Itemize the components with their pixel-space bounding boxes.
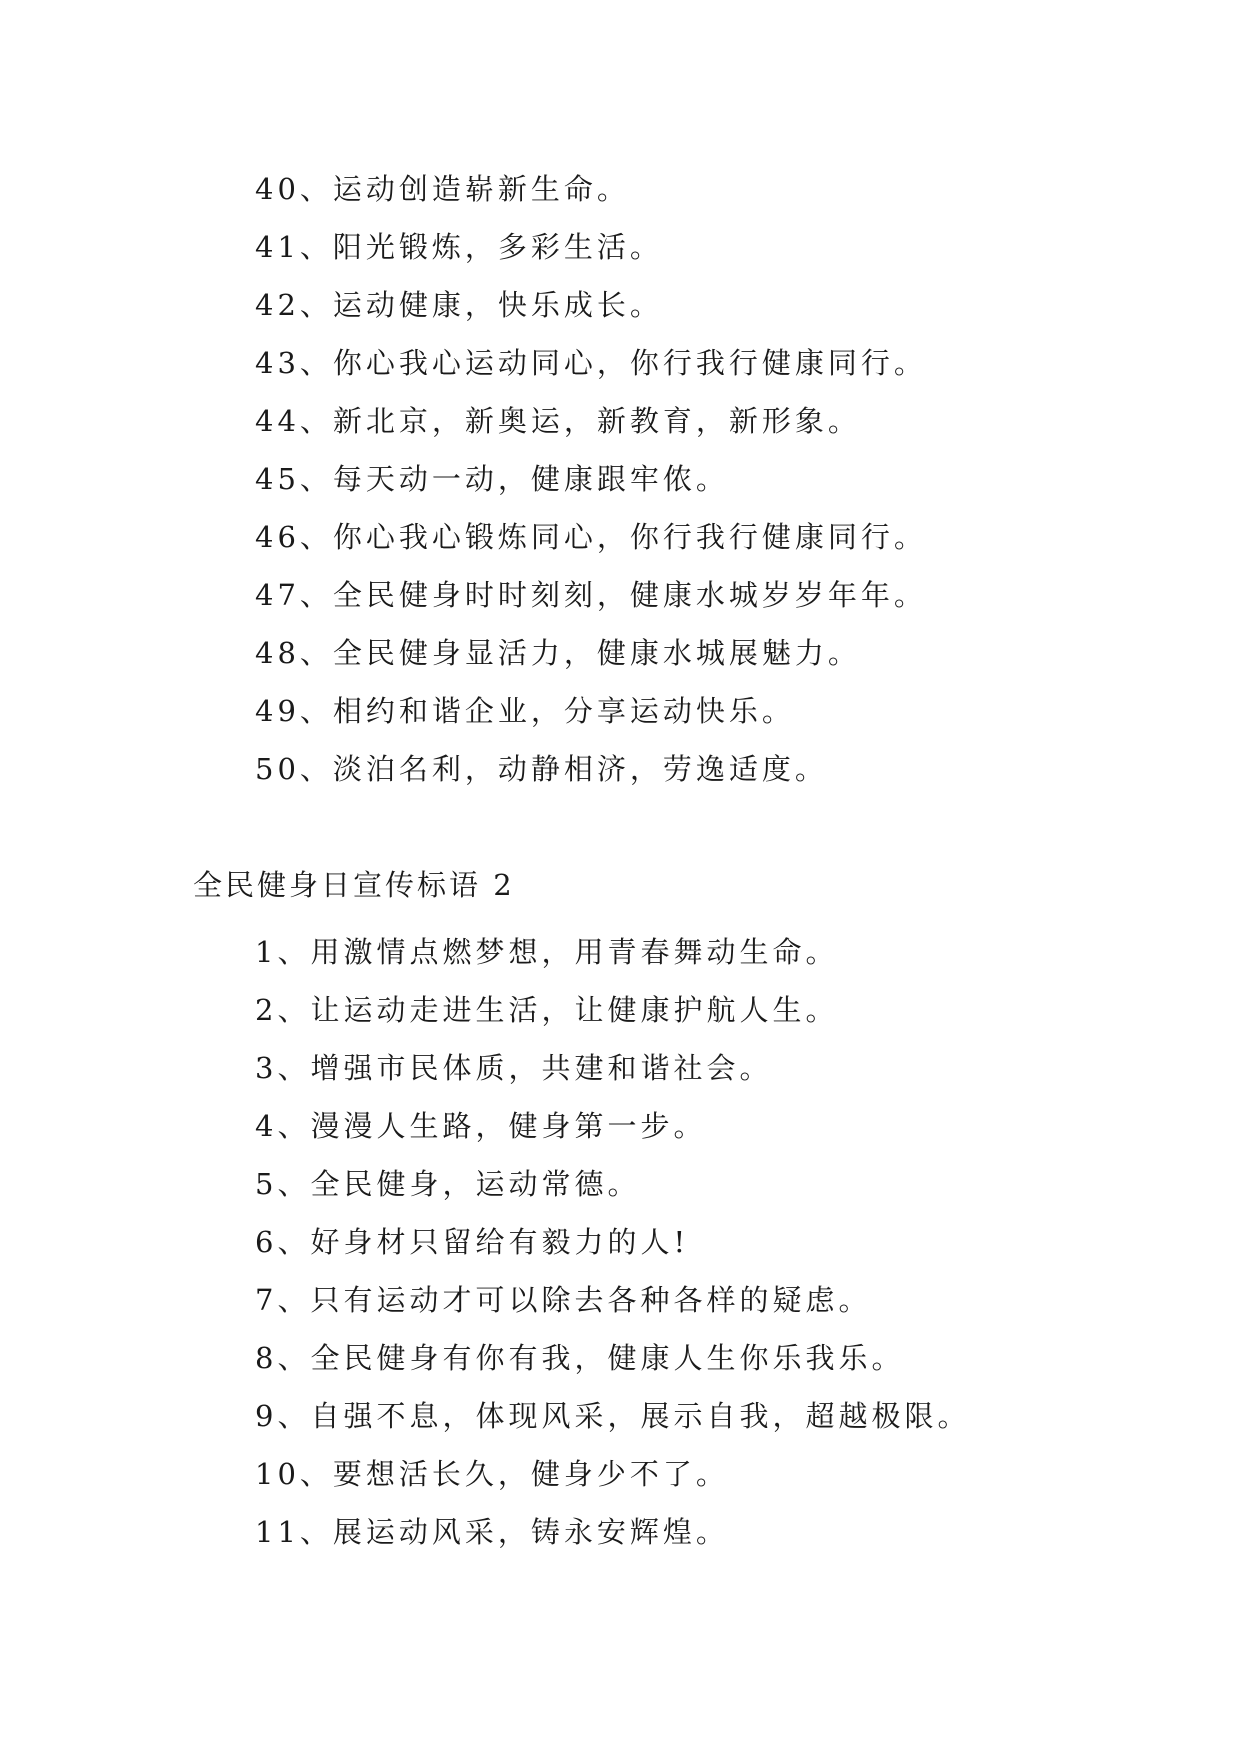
slogan-item: 11、展运动风采，铸永安辉煌。 [255, 1515, 729, 1549]
section-heading: 全民健身日宣传标语 2 [193, 868, 515, 902]
slogan-list-part-one [0, 160, 1241, 798]
slogan-item: 41、阳光锻炼，多彩生活。 [255, 230, 663, 264]
slogan-list-part-two [0, 923, 1241, 1561]
slogan-item: 8、全民健身有你有我，健康人生你乐我乐。 [255, 1341, 905, 1375]
slogan-item: 40、运动创造崭新生命。 [255, 172, 630, 206]
slogan-item: 42、运动健康，快乐成长。 [255, 288, 663, 322]
slogan-item: 1、用激情点燃梦想，用青春舞动生命。 [255, 935, 839, 969]
slogan-item: 43、你心我心运动同心，你行我行健康同行。 [255, 346, 927, 380]
slogan-item: 47、全民健身时时刻刻，健康水城岁岁年年。 [255, 578, 927, 612]
slogan-item: 2、让运动走进生活，让健康护航人生。 [255, 993, 839, 1027]
slogan-item: 48、全民健身显活力，健康水城展魅力。 [255, 636, 861, 670]
slogan-item: 6、好身材只留给有毅力的人! [255, 1225, 690, 1259]
slogan-item: 50、淡泊名利，动静相济，劳逸适度。 [255, 752, 828, 786]
slogan-item: 9、自强不息，体现风采，展示自我，超越极限。 [255, 1399, 971, 1433]
slogan-item: 4、漫漫人生路，健身第一步。 [255, 1109, 707, 1143]
slogan-item: 44、新北京，新奥运，新教育，新形象。 [255, 404, 861, 438]
slogan-item: 10、要想活长久，健身少不了。 [255, 1457, 729, 1491]
slogan-item: 3、增强市民体质，共建和谐社会。 [255, 1051, 773, 1085]
slogan-item: 45、每天动一动，健康跟牢侬。 [255, 462, 729, 496]
slogan-item: 7、只有运动才可以除去各种各样的疑虑。 [255, 1283, 872, 1317]
slogan-item: 5、全民健身，运动常德。 [255, 1167, 641, 1201]
slogan-item: 49、相约和谐企业，分享运动快乐。 [255, 694, 795, 728]
slogan-item: 46、你心我心锻炼同心，你行我行健康同行。 [255, 520, 927, 554]
